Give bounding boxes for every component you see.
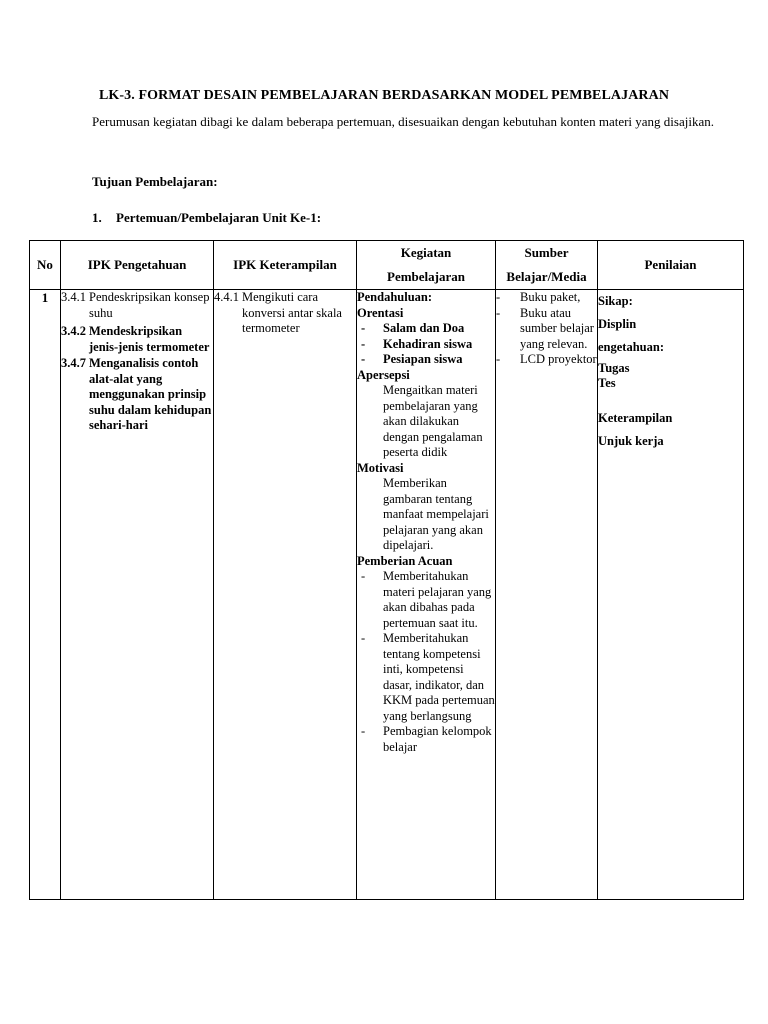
- sumber-cell: [496, 290, 598, 900]
- intro-paragraph: Perumusan kegiatan dibagi ke dalam beberapa pertemuan, disesuaikan dengan kebutuhan konten materi yang disajikan.: [92, 114, 714, 129]
- penilaian-tugas: Tugas: [598, 361, 630, 375]
- penilaian-displin: Displin: [598, 317, 637, 331]
- ipk-pengetahuan-item: [61, 324, 213, 355]
- header-penilaian: Penilaian: [598, 241, 744, 290]
- list-item: [357, 631, 495, 724]
- list-item-text: Memberitahukan tentang kompetensi inti, kompetensi dasar, indikator, dan KKM pada pertemuan yang berlangsung: [383, 631, 495, 723]
- header-ipk-pengetahuan: IPK Pengetahuan: [61, 241, 214, 290]
- section-number: 1.: [92, 210, 102, 225]
- ipk-pengetahuan-cell: [61, 290, 214, 900]
- penilaian-tes: Tes: [598, 376, 616, 390]
- ipk-text: Menganalisis contoh alat-alat yang menggunakan prinsip suhu dalam kehidupan sehari-hari: [89, 356, 212, 432]
- header-sumber: [496, 241, 598, 290]
- apersepsi-text: Mengaitkan materi pembelajaran yang akan dilakukan dengan pengalaman peserta didik: [383, 383, 483, 459]
- bullet-dash: -: [496, 305, 501, 320]
- ipk-code: 4.4.1: [214, 290, 239, 304]
- penilaian-pengetahuan: engetahuan:: [598, 340, 664, 354]
- list-item: [496, 290, 597, 306]
- bullet-dash: -: [361, 569, 366, 583]
- bullet-dash: -: [361, 352, 366, 366]
- list-item: [357, 569, 495, 631]
- list-item-text: Buku paket,: [520, 290, 581, 304]
- header-kegiatan-line2: Pembelajaran: [387, 269, 465, 284]
- header-kegiatan: [357, 241, 496, 290]
- header-no: No: [30, 241, 61, 290]
- acuan-heading: Pemberian Acuan: [357, 553, 453, 568]
- list-item-text: Memberitahukan materi pelajaran yang akan dibahas pada pertemuan saat itu.: [383, 569, 492, 630]
- list-item-text: Kehadiran siswa: [383, 336, 473, 351]
- penilaian-sikap: Sikap:: [598, 294, 633, 308]
- motivasi-text: Memberikan gambaran tentang manfaat mempelajari pelajaran yang akan dipelajari.: [383, 476, 489, 552]
- list-item-text: Buku atau sumber belajar yang relevan.: [520, 305, 594, 351]
- section-heading: [92, 210, 321, 226]
- penilaian-cell: [598, 290, 744, 900]
- list-item: [357, 724, 495, 755]
- list-item-text: LCD proyektor: [520, 352, 597, 366]
- list-item-text: Pembagian kelompok belajar: [383, 724, 492, 754]
- apersepsi-heading: Apersepsi: [357, 367, 410, 382]
- learning-design-table: [29, 240, 744, 900]
- list-item-text: Pesiapan siswa: [383, 352, 463, 366]
- orientasi-heading: Orentasi: [357, 305, 404, 320]
- row-number: 1: [30, 290, 61, 900]
- bullet-dash: -: [361, 336, 366, 351]
- penilaian-keterampilan: Keterampilan: [598, 411, 673, 425]
- ipk-text: Pendeskripsikan konsep suhu: [89, 290, 210, 320]
- table-header-row: [30, 241, 744, 290]
- list-item: [496, 306, 597, 353]
- header-sumber-line2: Belajar/Media: [506, 269, 587, 284]
- list-item: [357, 321, 495, 337]
- ipk-keterampilan-cell: [214, 290, 357, 900]
- tujuan-heading: Tujuan Pembelajaran:: [92, 174, 218, 189]
- ipk-text: Mengikuti cara konversi antar skala termometer: [242, 290, 342, 335]
- ipk-pengetahuan-item: [61, 290, 213, 321]
- page-title: LK-3. FORMAT DESAIN PEMBELAJARAN BERDASARKAN MODEL PEMBELAJARAN: [98, 88, 670, 103]
- table-row: [30, 290, 744, 900]
- bullet-dash: -: [361, 321, 366, 335]
- list-item: [357, 337, 495, 353]
- bullet-dash: -: [496, 352, 501, 366]
- ipk-keterampilan-item: [214, 290, 356, 337]
- list-item: [496, 352, 597, 368]
- penilaian-unjuk-kerja: Unjuk kerja: [598, 434, 664, 448]
- ipk-code: 3.4.2: [61, 324, 86, 338]
- header-kegiatan-line1: Kegiatan: [400, 245, 452, 260]
- ipk-text: Mendeskripsikan jenis-jenis termometer: [89, 324, 210, 354]
- list-item-text: Salam dan Doa: [383, 321, 465, 335]
- header-ipk-keterampilan: IPK Keterampilan: [214, 241, 357, 290]
- motivasi-heading: Motivasi: [357, 460, 404, 475]
- header-sumber-line1: Sumber: [524, 245, 569, 260]
- section-label: Pertemuan/Pembelajaran Unit Ke-1:: [116, 210, 322, 225]
- bullet-dash: -: [361, 724, 366, 738]
- list-item: [357, 352, 495, 368]
- bullet-dash: -: [496, 290, 501, 304]
- ipk-pengetahuan-item: [61, 356, 213, 434]
- bullet-dash: -: [361, 631, 366, 645]
- kegiatan-cell: [357, 290, 496, 900]
- pendahuluan-heading: Pendahuluan:: [357, 290, 433, 304]
- ipk-code: 3.4.1: [61, 290, 86, 304]
- ipk-code: 3.4.7: [61, 356, 86, 370]
